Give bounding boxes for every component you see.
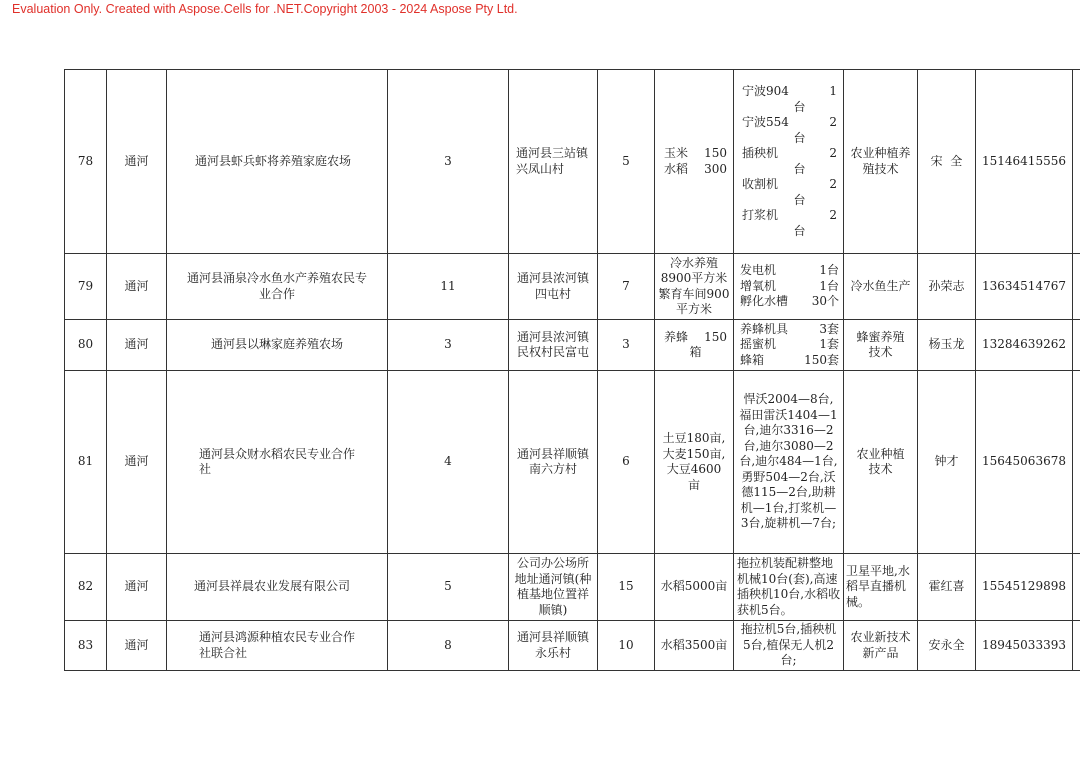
equipment-item: 孵化水槽 30个: [740, 294, 839, 309]
service-cell: [844, 554, 918, 621]
entity-name-cell: [167, 371, 388, 554]
crops-text: 土豆180亩,大麦150亩,大豆4600亩: [662, 431, 726, 492]
address-cell: [509, 371, 598, 554]
members-cell: 8: [388, 621, 509, 671]
area-cell: 10: [598, 621, 655, 671]
equipment-text: 拖拉机装配耕整地机械10台(套),高速插秧机10台,水稻收获机5台。: [737, 556, 841, 617]
service-cell: [844, 371, 918, 554]
county-cell: 通河: [107, 254, 167, 320]
empty-cell: [1073, 254, 1080, 320]
contact-cell: 霍红喜: [918, 554, 976, 621]
empty-cell: [1073, 554, 1080, 621]
row-number: 83: [65, 621, 107, 671]
equipment-cell: [734, 70, 844, 254]
county-cell: 通河: [107, 621, 167, 671]
service-cell: 冷水鱼生产: [844, 254, 918, 320]
area-cell: 5: [598, 70, 655, 254]
row-number: 82: [65, 554, 107, 621]
address-text: 通河县浓河镇民权村民富屯: [516, 329, 589, 359]
equipment-text: 拖拉机5台,插秧机5台,植保无人机2台;: [740, 622, 837, 668]
crop-item: 养蜂 150: [664, 329, 727, 344]
area-cell: 3: [598, 320, 655, 371]
equipment-cell: [734, 371, 844, 554]
cooperative-table: [64, 69, 1080, 671]
crops-cell: 水稻5000亩: [655, 554, 734, 621]
entity-name: 通河县祥晨农业发展有限公司: [194, 579, 351, 594]
empty-cell: [1073, 70, 1080, 254]
phone-cell: 13284639262: [976, 320, 1073, 371]
equipment-item: 养蜂机具 3套: [740, 321, 839, 336]
contact-cell: 安永全: [918, 621, 976, 671]
equipment-cell: [734, 254, 844, 320]
empty-cell: [1073, 371, 1080, 554]
address-text: 通河县祥顺镇永乐村: [516, 630, 589, 660]
address-text: 公司办公场所地址通河镇(种植基地位置祥顺镇): [514, 556, 592, 617]
equipment-text: 悍沃2004—8台,福田雷沃1404—1台,迪尔3316—2台,迪尔3080—2台,迪尔484—1台,勇野504—2台,沃德115—2台,助耕机—1台,打浆机—3台,旋耕机—7台;: [739, 392, 838, 531]
crop-unit: 箱: [689, 345, 702, 359]
county-cell: 通河: [107, 371, 167, 554]
phone-cell: 15545129898: [976, 554, 1073, 621]
table-row: [65, 254, 1080, 320]
phone-cell: 18945033393: [976, 621, 1073, 671]
contact-cell: 孙荣志: [918, 254, 976, 320]
address-cell: [509, 254, 598, 320]
address-cell: [509, 70, 598, 254]
table-row: [65, 371, 1080, 554]
table-row: [65, 70, 1080, 254]
address-cell: [509, 621, 598, 671]
table-row: [65, 554, 1080, 621]
members-cell: 11: [388, 254, 509, 320]
crops-cell: [655, 320, 734, 371]
entity-name: 通河县鸿源种植农民专业合作社联合社: [199, 630, 356, 660]
crops-cell: [655, 371, 734, 554]
table-row: [65, 320, 1080, 371]
area-cell: 15: [598, 554, 655, 621]
row-number: 81: [65, 371, 107, 554]
table-row: [65, 621, 1080, 671]
crops-cell: [655, 254, 734, 320]
service-text: 蜂蜜养殖技术: [856, 329, 905, 359]
county-cell: 通河: [107, 554, 167, 621]
crops-cell: 水稻3500亩: [655, 621, 734, 671]
county-cell: 通河: [107, 70, 167, 254]
service-cell: [844, 621, 918, 671]
equipment-cell: [734, 621, 844, 671]
row-number: 80: [65, 320, 107, 371]
equipment-list: 宁波904 1 台 宁波554 2 台 插秧机 2 台 收割机 2 台 打浆机 2 台: [742, 84, 837, 238]
service-cell: [844, 320, 918, 371]
evaluation-watermark: Evaluation Only. Created with Aspose.Cells for .NET.Copyright 2003 - 2024 Aspose Pty Ltd.: [12, 2, 518, 16]
entity-name-cell: 通河县以琳家庭养殖农场: [167, 320, 388, 371]
members-cell: 3: [388, 320, 509, 371]
service-cell: [844, 70, 918, 254]
entity-name: 通河县虾兵虾将养殖家庭农场: [195, 153, 352, 168]
row-number: 78: [65, 70, 107, 254]
county-cell: 通河: [107, 320, 167, 371]
entity-name: 通河县众财水稻农民专业合作社: [199, 446, 356, 476]
area-cell: 7: [598, 254, 655, 320]
equipment-cell: [734, 320, 844, 371]
crop-item: 玉米 150: [664, 146, 727, 160]
members-cell: 4: [388, 371, 509, 554]
address-cell: [509, 554, 598, 621]
equipment-item: 增氧机 1台: [740, 278, 839, 293]
service-text: 农业新技术新产品: [850, 630, 911, 660]
crop-item: 水稻 300: [664, 161, 727, 176]
equipment-item: 发电机 1台: [740, 263, 839, 278]
empty-cell: [1073, 621, 1080, 671]
entity-name-cell: [167, 554, 388, 621]
area-cell: 6: [598, 371, 655, 554]
crops-text: 冷水养殖8900平方米繁育车间900平方米: [658, 255, 730, 316]
row-number: 79: [65, 254, 107, 320]
entity-name-cell: [167, 621, 388, 671]
phone-cell: 13634514767: [976, 254, 1073, 320]
entity-name-cell: [167, 70, 388, 254]
members-cell: 5: [388, 554, 509, 621]
phone-cell: 15645063678: [976, 371, 1073, 554]
address-cell: [509, 320, 598, 371]
contact-cell: 宋 全: [918, 70, 976, 254]
service-text: 农业种植技术: [856, 446, 905, 476]
address-text: 通河县浓河镇四屯村: [516, 271, 589, 301]
entity-name-cell: [167, 254, 388, 320]
equipment-item: 蜂箱 150套: [740, 352, 839, 367]
contact-cell: 钟才: [918, 371, 976, 554]
contact-cell: 杨玉龙: [918, 320, 976, 371]
empty-cell: [1073, 320, 1080, 371]
service-text: 卫星平地,水稻旱直播机械。: [846, 563, 910, 609]
crops-cell: [655, 70, 734, 254]
service-text: 农业种植养殖技术: [850, 146, 911, 176]
members-cell: 3: [388, 70, 509, 254]
phone-cell: 15146415556: [976, 70, 1073, 254]
address-text: 通河县三站镇兴凤山村: [516, 146, 589, 176]
entity-name: 通河县涌泉冷水鱼水产养殖农民专业合作: [186, 271, 367, 301]
equipment-item: 摇蜜机 1套: [740, 337, 839, 352]
equipment-cell: [734, 554, 844, 621]
address-text: 通河县祥顺镇南六方村: [516, 446, 589, 476]
